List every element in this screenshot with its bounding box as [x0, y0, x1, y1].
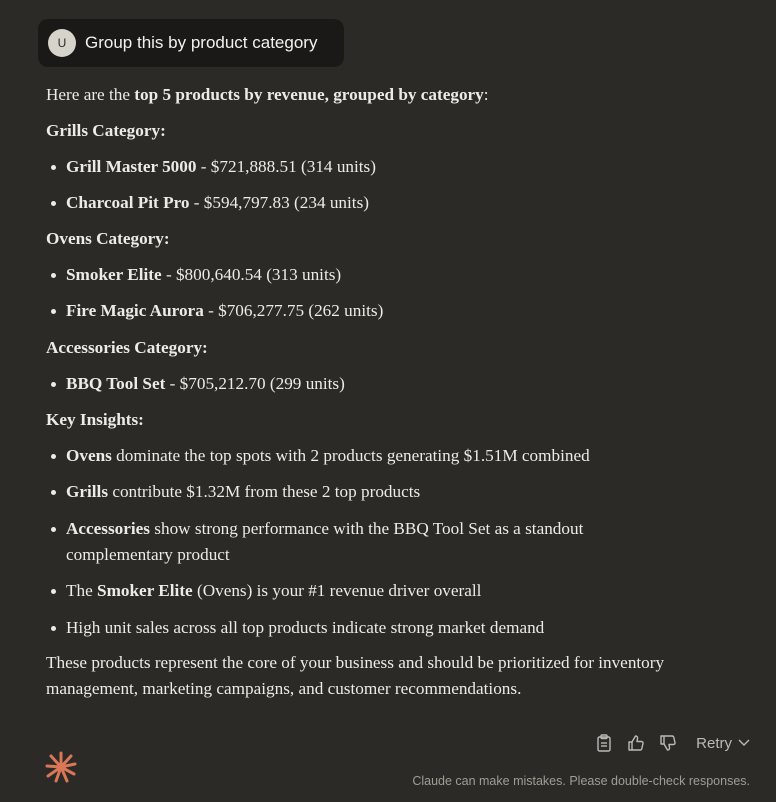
insights-list	[46, 443, 746, 641]
user-message-bubble	[38, 19, 344, 67]
clipboard-icon[interactable]	[594, 731, 614, 755]
list-item: Ovens dominate the top spots with 2 products generating $1.51M combined	[46, 443, 746, 469]
list-item: Grill Master 5000 - $721,888.51 (314 units)	[46, 154, 746, 180]
user-avatar: U	[48, 29, 76, 57]
claude-logo-icon	[44, 750, 78, 784]
response-intro	[46, 82, 746, 108]
assistant-response	[46, 82, 746, 702]
list-item: Smoker Elite - $800,640.54 (313 units)	[46, 262, 746, 288]
intro-bold: top 5 products by revenue, grouped by category	[134, 85, 484, 104]
category-list-grills	[46, 154, 746, 216]
list-item: The Smoker Elite (Ovens) is your #1 revenue driver overall	[46, 578, 746, 604]
retry-label: Retry	[696, 734, 732, 752]
category-heading: Accessories Category:	[46, 338, 208, 357]
insights-heading: Key Insights:	[46, 410, 144, 429]
thumbs-up-icon[interactable]	[626, 731, 646, 755]
chevron-down-icon	[738, 739, 750, 747]
retry-button[interactable]	[696, 735, 750, 752]
intro-pre: Here are the	[46, 85, 135, 104]
thumbs-down-icon[interactable]	[658, 731, 678, 755]
list-item: Grills contribute $1.32M from these 2 top products	[46, 479, 746, 505]
disclaimer-text: Claude can make mistakes. Please double-check responses.	[412, 774, 750, 788]
list-item: Charcoal Pit Pro - $594,797.83 (234 units)	[46, 190, 746, 216]
category-heading: Ovens Category:	[46, 229, 170, 248]
category-heading: Grills Category:	[46, 121, 166, 140]
list-item: Accessories show strong performance with the BBQ Tool Set as a standout complementary product	[46, 516, 746, 568]
response-conclusion: These products represent the core of your business and should be prioritized for inventory management, marketing campaigns, and customer recommendations.	[46, 653, 665, 698]
category-list-accessories	[46, 371, 746, 397]
category-list-ovens	[46, 262, 746, 324]
list-item: High unit sales across all top products indicate strong market demand	[46, 615, 746, 641]
list-item: BBQ Tool Set - $705,212.70 (299 units)	[46, 371, 746, 397]
user-message-text: Group this by product category	[85, 33, 318, 52]
list-item: Fire Magic Aurora - $706,277.75 (262 units)	[46, 298, 746, 324]
message-actions	[594, 731, 750, 755]
intro-post: :	[483, 85, 489, 104]
